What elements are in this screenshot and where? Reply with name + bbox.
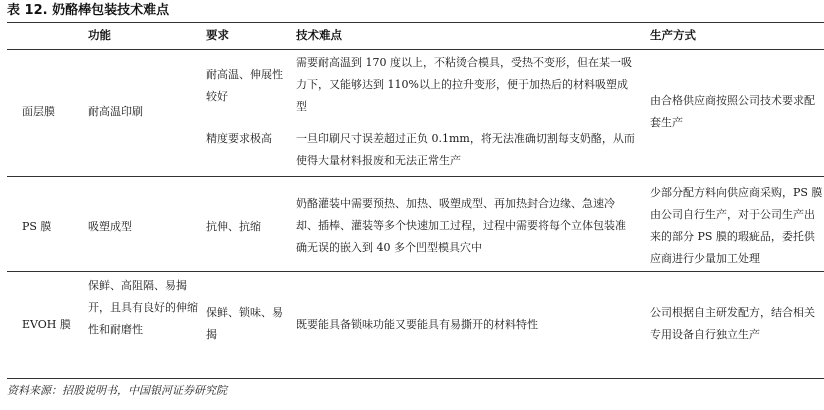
row-function: 耐高温印刷 bbox=[88, 105, 143, 118]
row-name: PS 膜 bbox=[22, 220, 52, 233]
row-difficulty: 奶酪灌装中需要预热、加热、吸塑成型、再加热封合边缘、急速冷却、插棒、灌装等多个快速加工过程，过程中需要将每个立体包装准确无误的嵌入到 40 多个凹型模具穴中 bbox=[296, 197, 626, 254]
row-requirement: 保鲜、锁味、易揭 bbox=[206, 306, 283, 341]
row-production: 由合格供应商按照公司技术要求配套生产 bbox=[650, 94, 815, 129]
row-requirement: 耐高温、伸展性较好 bbox=[206, 68, 283, 103]
row-rule bbox=[7, 271, 824, 272]
row-requirement: 抗伸、抗缩 bbox=[206, 220, 261, 233]
row-difficulty: 既要能具备锁味功能又要能具有易撕开的材料特性 bbox=[296, 318, 538, 331]
row-rule bbox=[7, 176, 824, 177]
table-title: 表 12. 奶酪棒包装技术难点 bbox=[7, 3, 170, 18]
row-requirement: 精度要求极高 bbox=[206, 132, 272, 145]
row-function: 保鲜、高阻隔、易揭开，且具有良好的伸缩性和耐磨性 bbox=[88, 279, 198, 336]
header-difficulties: 技术难点 bbox=[296, 28, 342, 42]
source-note: 资料来源：招股说明书，中国银河证券研究院 bbox=[7, 384, 227, 397]
row-difficulty: 一旦印刷尺寸误差超过正负 0.1mm，将无法准确切割每支奶酪，从而使得大量材料报废和无法正常生产 bbox=[296, 132, 635, 167]
row-production: 少部分配方料向供应商采购，PS 膜由公司自行生产，对于公司生产出来的部分 PS 膜的瑕疵品，委托供应商进行少量加工处理 bbox=[650, 186, 823, 265]
header-rule bbox=[7, 49, 824, 50]
row-difficulty: 需要耐高温到 170 度以上，不粘烫合模具，受热不变形，但在某一吸力下，又能够达到 110%以上的拉升变形，便于加热后的材料吸塑成型 bbox=[296, 56, 632, 113]
row-function: 吸塑成型 bbox=[88, 220, 132, 233]
header-production: 生产方式 bbox=[650, 28, 696, 42]
header-requirements: 要求 bbox=[206, 28, 229, 42]
table-header-row bbox=[0, 22, 824, 49]
row-production: 公司根据自主研发配方，结合相关专用设备自行独立生产 bbox=[650, 306, 815, 341]
header-function: 功能 bbox=[88, 28, 111, 42]
bottom-rule bbox=[7, 378, 824, 379]
row-name: 面层膜 bbox=[22, 105, 55, 118]
row-name: EVOH 膜 bbox=[22, 318, 71, 331]
